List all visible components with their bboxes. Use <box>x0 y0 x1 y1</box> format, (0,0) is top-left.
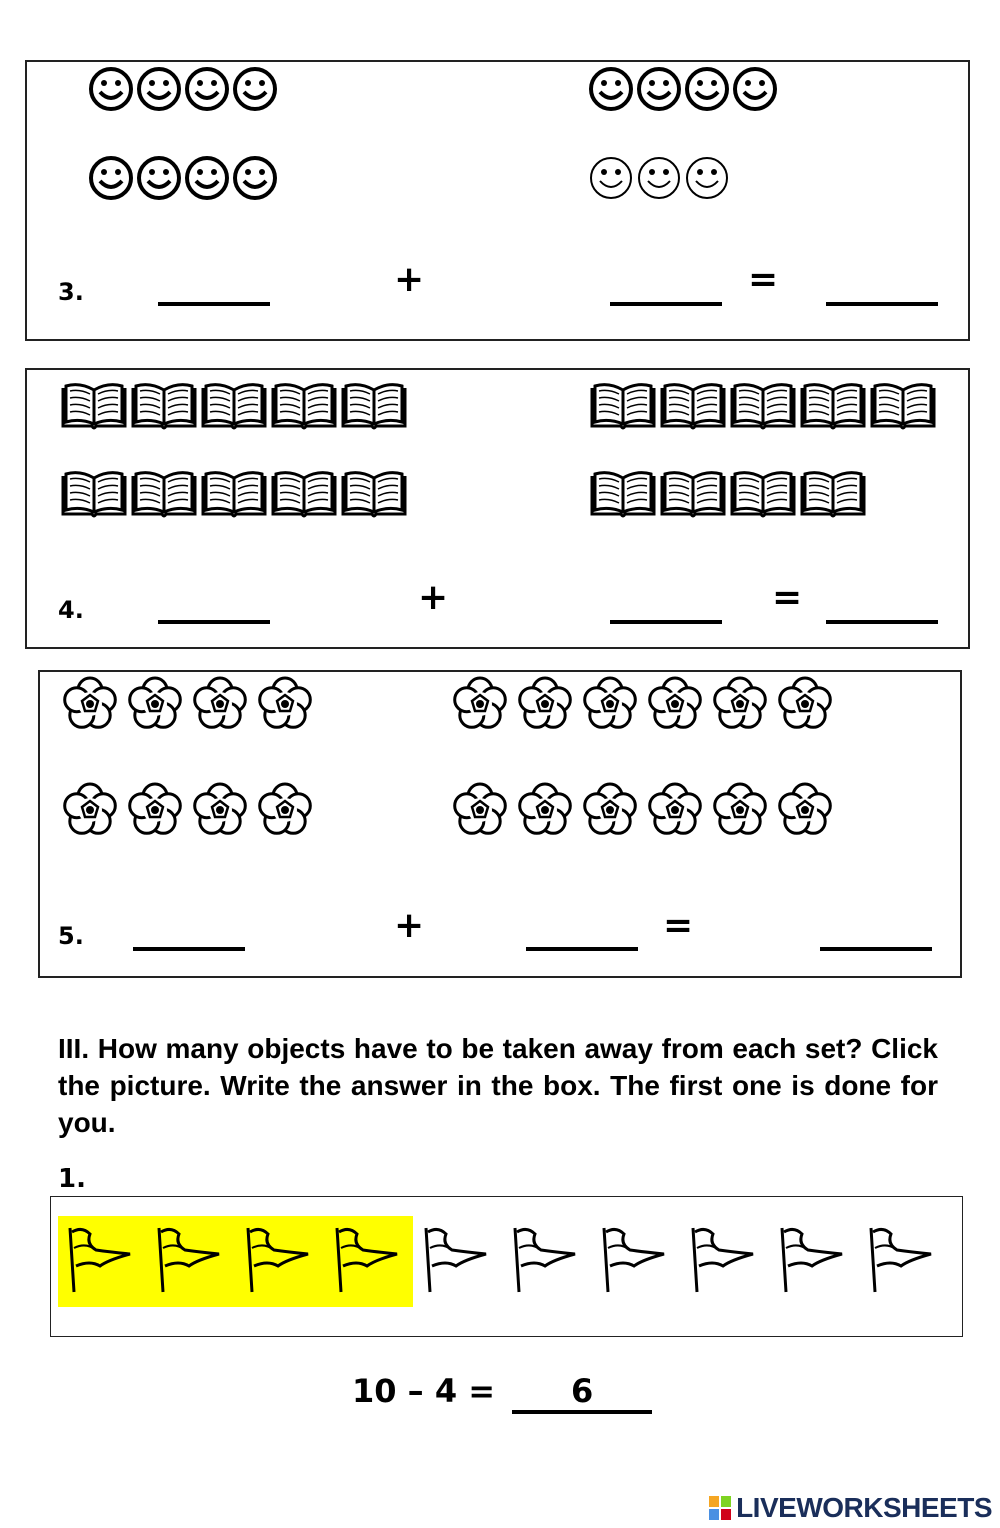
problem-5-number: 5. <box>58 922 84 950</box>
flag-icon-selected[interactable] <box>60 1220 140 1300</box>
flag-icon-selected[interactable] <box>238 1220 318 1300</box>
smiley-face-icon <box>136 66 182 112</box>
flag-icon[interactable] <box>505 1220 585 1300</box>
section-3-item-number: 1. <box>58 1164 86 1194</box>
problem-3-equals: = <box>748 259 779 300</box>
flower-icon <box>647 782 705 840</box>
open-book-icon <box>270 382 338 432</box>
problem-3-blank-1[interactable] <box>158 302 270 306</box>
problem-3-plus: + <box>394 259 425 300</box>
smiley-face-icon <box>184 155 230 201</box>
open-book-icon <box>589 470 657 520</box>
brand-text: LIVEWORKSHEETS <box>736 1492 992 1523</box>
section-3-instructions: III. How many objects have to be taken away from each set? Click the picture. Write the answer in the box. The first one is done for you. <box>58 1033 938 1138</box>
flower-icon <box>452 782 510 840</box>
problem-3-number: 3. <box>58 278 84 306</box>
flower-icon <box>517 782 575 840</box>
equation-text: 10 – 4 = <box>352 1372 496 1410</box>
open-book-icon <box>799 382 867 432</box>
open-book-icon <box>130 382 198 432</box>
open-book-icon <box>729 470 797 520</box>
flower-icon <box>127 676 185 734</box>
open-book-icon <box>60 382 128 432</box>
open-book-icon <box>200 470 268 520</box>
problem-4-left-top-row <box>60 382 410 432</box>
flag-icon[interactable] <box>772 1220 852 1300</box>
problem-5-left-top-row <box>62 676 322 734</box>
problem-5-plus: + <box>394 905 425 946</box>
flower-icon <box>647 676 705 734</box>
liveworksheets-brand[interactable] <box>708 1492 992 1524</box>
problem-4-blank-2[interactable] <box>610 620 722 624</box>
flag-icon[interactable] <box>683 1220 763 1300</box>
problem-4-equals: = <box>772 577 803 618</box>
problem-4-right-top-row <box>589 382 939 432</box>
problem-4-blank-1[interactable] <box>158 620 270 624</box>
problem-3-right-bottom-row <box>588 155 732 201</box>
problem-5-left-bottom-row <box>62 782 322 840</box>
open-book-icon <box>200 382 268 432</box>
problem-5-equals: = <box>663 905 694 946</box>
open-book-icon <box>659 382 727 432</box>
flower-icon <box>257 782 315 840</box>
smiley-face-icon <box>684 66 730 112</box>
flower-icon <box>712 676 770 734</box>
open-book-icon <box>799 470 867 520</box>
flower-icon <box>192 676 250 734</box>
smiley-face-icon <box>232 155 278 201</box>
open-book-icon <box>659 470 727 520</box>
problem-4-left-bottom-row <box>60 470 410 520</box>
problem-4-plus: + <box>418 577 449 618</box>
problem-3-blank-2[interactable] <box>610 302 722 306</box>
smiley-face-icon <box>588 66 634 112</box>
flower-icon <box>777 782 835 840</box>
flag-icon[interactable] <box>594 1220 674 1300</box>
problem-3-blank-3[interactable] <box>826 302 938 306</box>
flower-icon <box>582 676 640 734</box>
subtraction-equation <box>352 1372 652 1414</box>
smiley-face-icon <box>732 66 778 112</box>
open-book-icon <box>270 470 338 520</box>
flower-icon <box>62 782 120 840</box>
flag-icon-selected[interactable] <box>149 1220 229 1300</box>
smiley-face-icon <box>88 155 134 201</box>
flower-icon <box>517 676 575 734</box>
problem-4-number: 4. <box>58 596 84 624</box>
smiley-face-icon <box>684 155 730 201</box>
open-book-icon <box>340 470 408 520</box>
open-book-icon <box>589 382 657 432</box>
open-book-icon <box>869 382 937 432</box>
open-book-icon <box>60 470 128 520</box>
smiley-face-icon <box>184 66 230 112</box>
flower-icon <box>712 782 770 840</box>
flag-row <box>60 1220 950 1300</box>
flag-icon[interactable] <box>861 1220 941 1300</box>
smiley-face-icon <box>88 66 134 112</box>
flower-icon <box>127 782 185 840</box>
smiley-face-icon <box>636 66 682 112</box>
open-book-icon <box>729 382 797 432</box>
open-book-icon <box>340 382 408 432</box>
problem-4-blank-3[interactable] <box>826 620 938 624</box>
flower-icon <box>452 676 510 734</box>
flower-icon <box>192 782 250 840</box>
smiley-face-icon <box>636 155 682 201</box>
open-book-icon <box>130 470 198 520</box>
problem-5-right-bottom-row <box>452 782 842 840</box>
flag-icon-selected[interactable] <box>327 1220 407 1300</box>
smiley-face-icon <box>232 66 278 112</box>
problem-5-blank-1[interactable] <box>133 947 245 951</box>
problem-5-blank-3[interactable] <box>820 947 932 951</box>
problem-3-left-bottom-row <box>88 155 280 201</box>
flower-icon <box>257 676 315 734</box>
flag-icon[interactable] <box>416 1220 496 1300</box>
liveworksheets-logo-icon <box>708 1495 732 1521</box>
smiley-face-icon <box>136 155 182 201</box>
flower-icon <box>777 676 835 734</box>
flower-icon <box>582 782 640 840</box>
answer-box[interactable]: 6 <box>512 1372 652 1414</box>
problem-3-right-top-row <box>588 66 780 112</box>
problem-3-left-top-row <box>88 66 280 112</box>
problem-5-right-top-row <box>452 676 842 734</box>
problem-5-blank-2[interactable] <box>526 947 638 951</box>
smiley-face-icon <box>588 155 634 201</box>
flower-icon <box>62 676 120 734</box>
problem-4-right-bottom-row <box>589 470 869 520</box>
